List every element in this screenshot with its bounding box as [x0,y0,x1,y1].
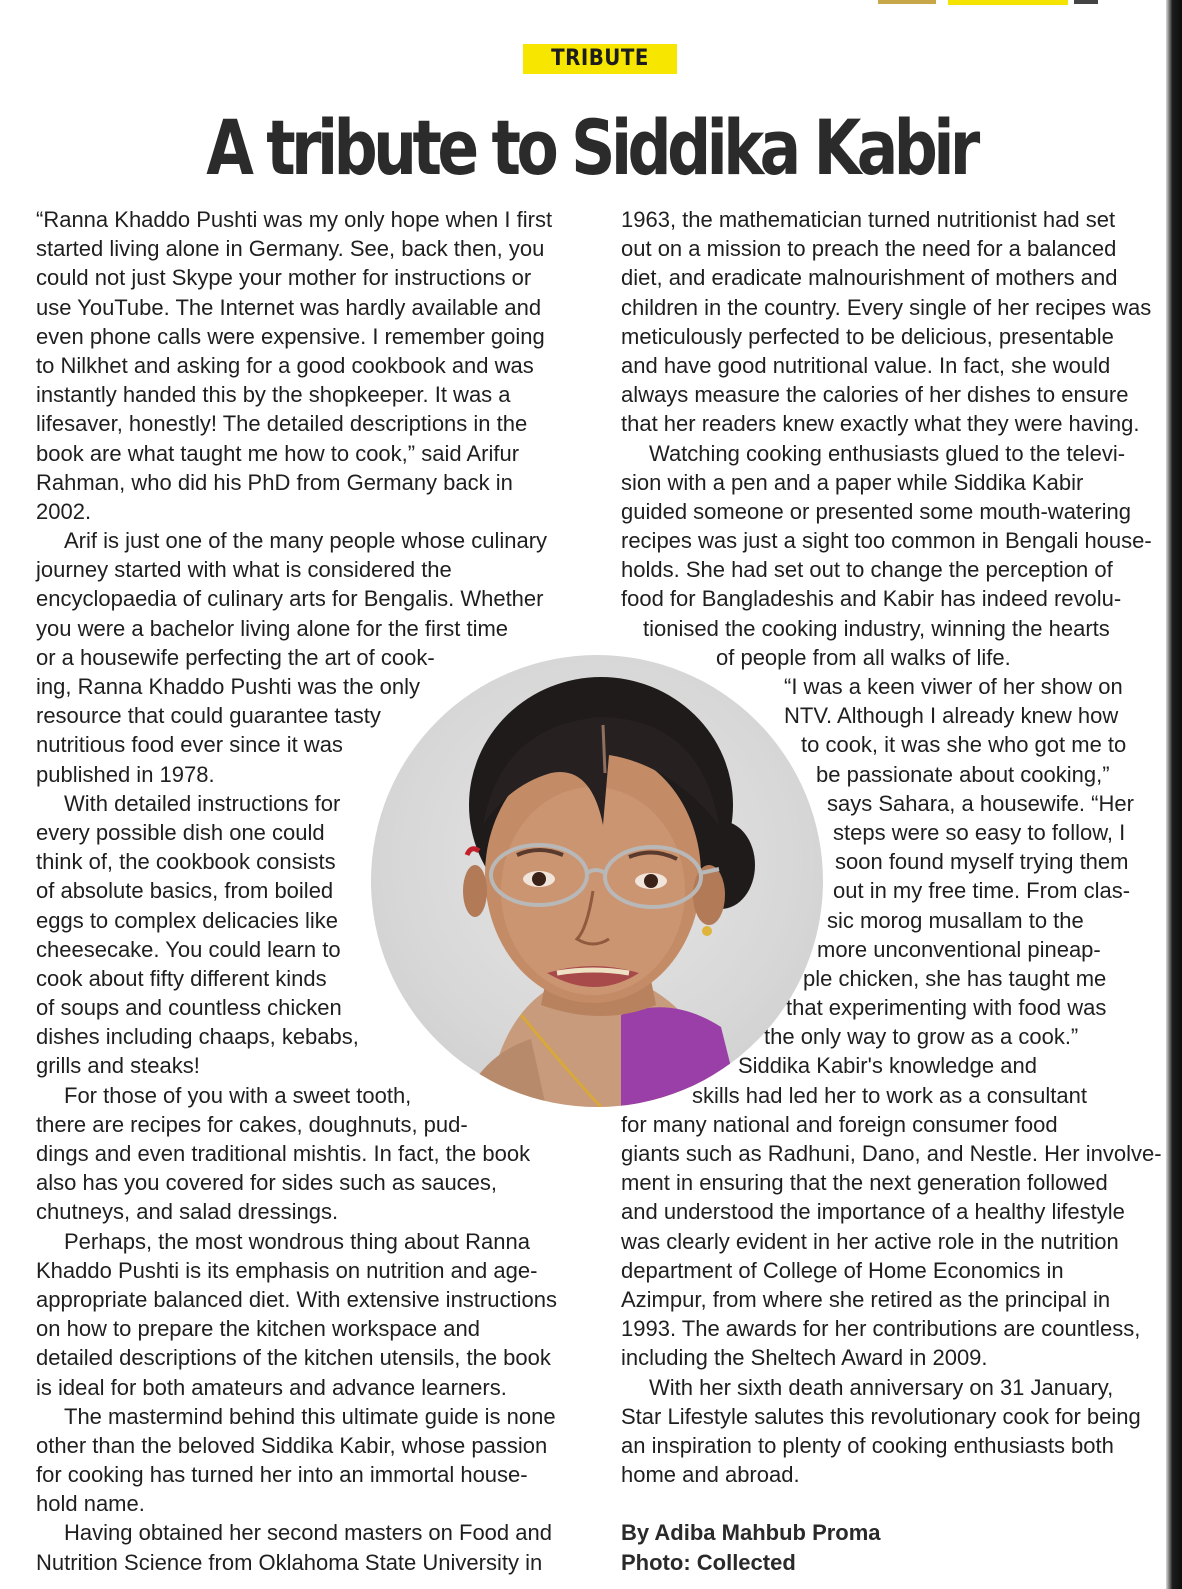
text-line: department of College of Home Economics in [621,1257,1064,1283]
text-line: more unconventional pineap- [817,936,1101,962]
text-line: instantly handed this by the shopkeeper. It was a [36,382,511,408]
text-line: holds. She had set out to change the perception of [621,557,1113,583]
text-line: was clearly evident in her active role in the nutrition [621,1228,1119,1254]
text-line: on how to prepare the kitchen workspace and [36,1316,480,1342]
text-line: lifesaver, honestly! The detailed descriptions in the [36,411,528,437]
text-line: you were a bachelor living alone for the first time [36,615,509,641]
text-line: that experimenting with food was [786,995,1107,1021]
text-line: of soups and countless chicken [36,995,342,1021]
article-headline: A tribute to Siddika Kabir [206,103,976,192]
text-line: With detailed instructions for [64,790,341,816]
text-line: says Sahara, a housewife. “Her [827,790,1134,816]
text-line: grills and steaks! [36,1053,200,1079]
portrait-illustration [371,655,823,1107]
text-line: is ideal for both amateurs and advance learners. [36,1374,507,1400]
text-line: detailed descriptions of the kitchen utensils, the book [36,1345,551,1371]
text-line: for cooking has turned her into an immortal house- [36,1462,528,1488]
text-line: home and abroad. [621,1462,800,1488]
text-line: 1993. The awards for her contributions are countless, [621,1316,1141,1342]
text-line: an inspiration to plenty of cooking enthusiasts both [621,1432,1114,1458]
text-line: NTV. Although I already knew how [784,703,1119,729]
text-line: resource that could guarantee tasty [36,703,381,729]
text-line: even phone calls were expensive. I remember going [36,323,545,349]
text-line: use YouTube. The Internet was hardly available and [36,294,542,320]
text-line: the only way to grow as a cook.” [764,1024,1079,1050]
text-line: “I was a keen viwer of her show on [784,674,1123,699]
text-line: published in 1978. [36,761,215,787]
text-line: guided someone or presented some mouth-watering [621,498,1131,524]
text-line: Rahman, who did his PhD from Germany back in [36,469,513,495]
text-line: Star Lifestyle salutes this revolutionary cook for being [621,1403,1141,1429]
text-line: cook about fifty different kinds [36,965,327,991]
text-line: Arif is just one of the many people whose culinary [64,528,548,554]
text-line: started living alone in Germany. See, back then, you [36,236,545,262]
text-line: Nutrition Science from Oklahoma State University in [36,1549,543,1575]
text-line: out on a mission to preach the need for a balanced [621,236,1117,262]
masthead-logo-fragment [878,0,1098,6]
page-edge-shadow [1166,0,1182,1589]
text-line: food for Bangladeshis and Kabir has indeed revolu- [621,586,1122,612]
text-line: “Ranna Khaddo Pushti was my only hope when I first [36,207,553,232]
text-line: soon found myself trying them [835,849,1129,875]
text-line: nutritious food ever since it was [36,732,343,758]
text-line: steps were so easy to follow, I [833,819,1126,845]
text-line: diet, and eradicate malnourishment of mothers and [621,265,1118,291]
text-line: book are what taught me how to cook,” said Arifur [36,440,520,466]
text-line: ing, Ranna Khaddo Pushti was the only [36,674,421,699]
text-line: other than the beloved Siddika Kabir, whose passion [36,1432,548,1458]
text-line: that her readers knew exactly what they were having. [621,411,1140,437]
text-line: there are recipes for cakes, doughnuts, pud- [36,1111,468,1137]
text-line: Having obtained her second masters on Food and [64,1520,552,1546]
article-byline [621,1518,881,1578]
text-line: skills had led her to work as a consultant [692,1082,1087,1108]
text-line: to cook, it was she who got me to [801,732,1127,758]
text-line: recipes was just a sight too common in Bengali house- [621,528,1152,554]
text-line: The mastermind behind this ultimate guide is none [64,1403,556,1429]
text-line: 2002. [36,498,92,524]
text-line: Khaddo Pushti is its emphasis on nutrition and age- [36,1257,538,1283]
text-line: chutneys, and salad dressings. [36,1199,339,1225]
text-line: Azimpur, from where she retired as the principal in [621,1286,1111,1312]
portrait-photo [371,655,823,1107]
text-line: to Nilkhet and asking for a good cookbook and was [36,352,534,378]
text-line: With her sixth death anniversary on 31 January, [649,1374,1114,1400]
author-credit: By Adiba Mahbub Proma [621,1520,881,1545]
text-line: children in the country. Every single of her recipes was [621,294,1152,320]
text-line: tionised the cooking industry, winning the hearts [643,615,1110,641]
photo-credit: Photo: Collected [621,1550,796,1575]
text-line: every possible dish one could [36,819,325,845]
text-line: and understood the importance of a healthy lifestyle [621,1199,1125,1225]
text-line: giants such as Radhuni, Dano, and Nestle. Her involve- [621,1141,1162,1166]
text-line: be passionate about cooking,” [816,761,1110,787]
text-line: or a housewife perfecting the art of cook- [36,644,435,670]
text-line: journey started with what is considered the [36,557,452,583]
text-line: for many national and foreign consumer food [621,1111,1058,1137]
text-line: sion with a pen and a paper while Siddika Kabir [621,469,1084,495]
text-line: and have good nutritional value. In fact, she would [621,352,1111,378]
text-line: meticulously perfected to be delicious, presentable [621,323,1114,349]
text-line: Watching cooking enthusiasts glued to the televi- [649,440,1126,466]
text-line: appropriate balanced diet. With extensive instructions [36,1286,557,1312]
text-line: think of, the cookbook consists [36,849,336,875]
text-line: could not just Skype your mother for instructions or [36,265,532,291]
text-line: always measure the calories of her dishes to ensure [621,382,1129,408]
text-line: Perhaps, the most wondrous thing about Ranna [64,1228,530,1254]
text-line: For those of you with a sweet tooth, [64,1082,412,1108]
text-line: dishes including chaaps, kebabs, [36,1024,359,1050]
text-line: out in my free time. From clas- [833,878,1131,904]
text-line: hold name. [36,1491,145,1517]
text-line: also has you covered for sides such as sauces, [36,1170,498,1196]
text-line: encyclopaedia of culinary arts for Bengalis. Whether [36,586,544,612]
text-line: cheesecake. You could learn to [36,936,341,962]
text-line: sic morog musallam to the [827,907,1084,933]
text-line: ple chicken, she has taught me [803,965,1107,991]
text-line: ment in ensuring that the next generation followed [621,1170,1108,1196]
text-line: including the Sheltech Award in 2009. [621,1345,988,1371]
text-line: dings and even traditional mishtis. In fact, the book [36,1141,531,1166]
text-line: eggs to complex delicacies like [36,907,339,933]
text-line: of people from all walks of life. [716,644,1011,670]
text-line: of absolute basics, from boiled [36,878,334,904]
section-label: TRIBUTE [523,44,677,74]
text-line: Siddika Kabir's knowledge and [738,1053,1037,1079]
text-line: 1963, the mathematician turned nutritionist had set [621,207,1116,232]
